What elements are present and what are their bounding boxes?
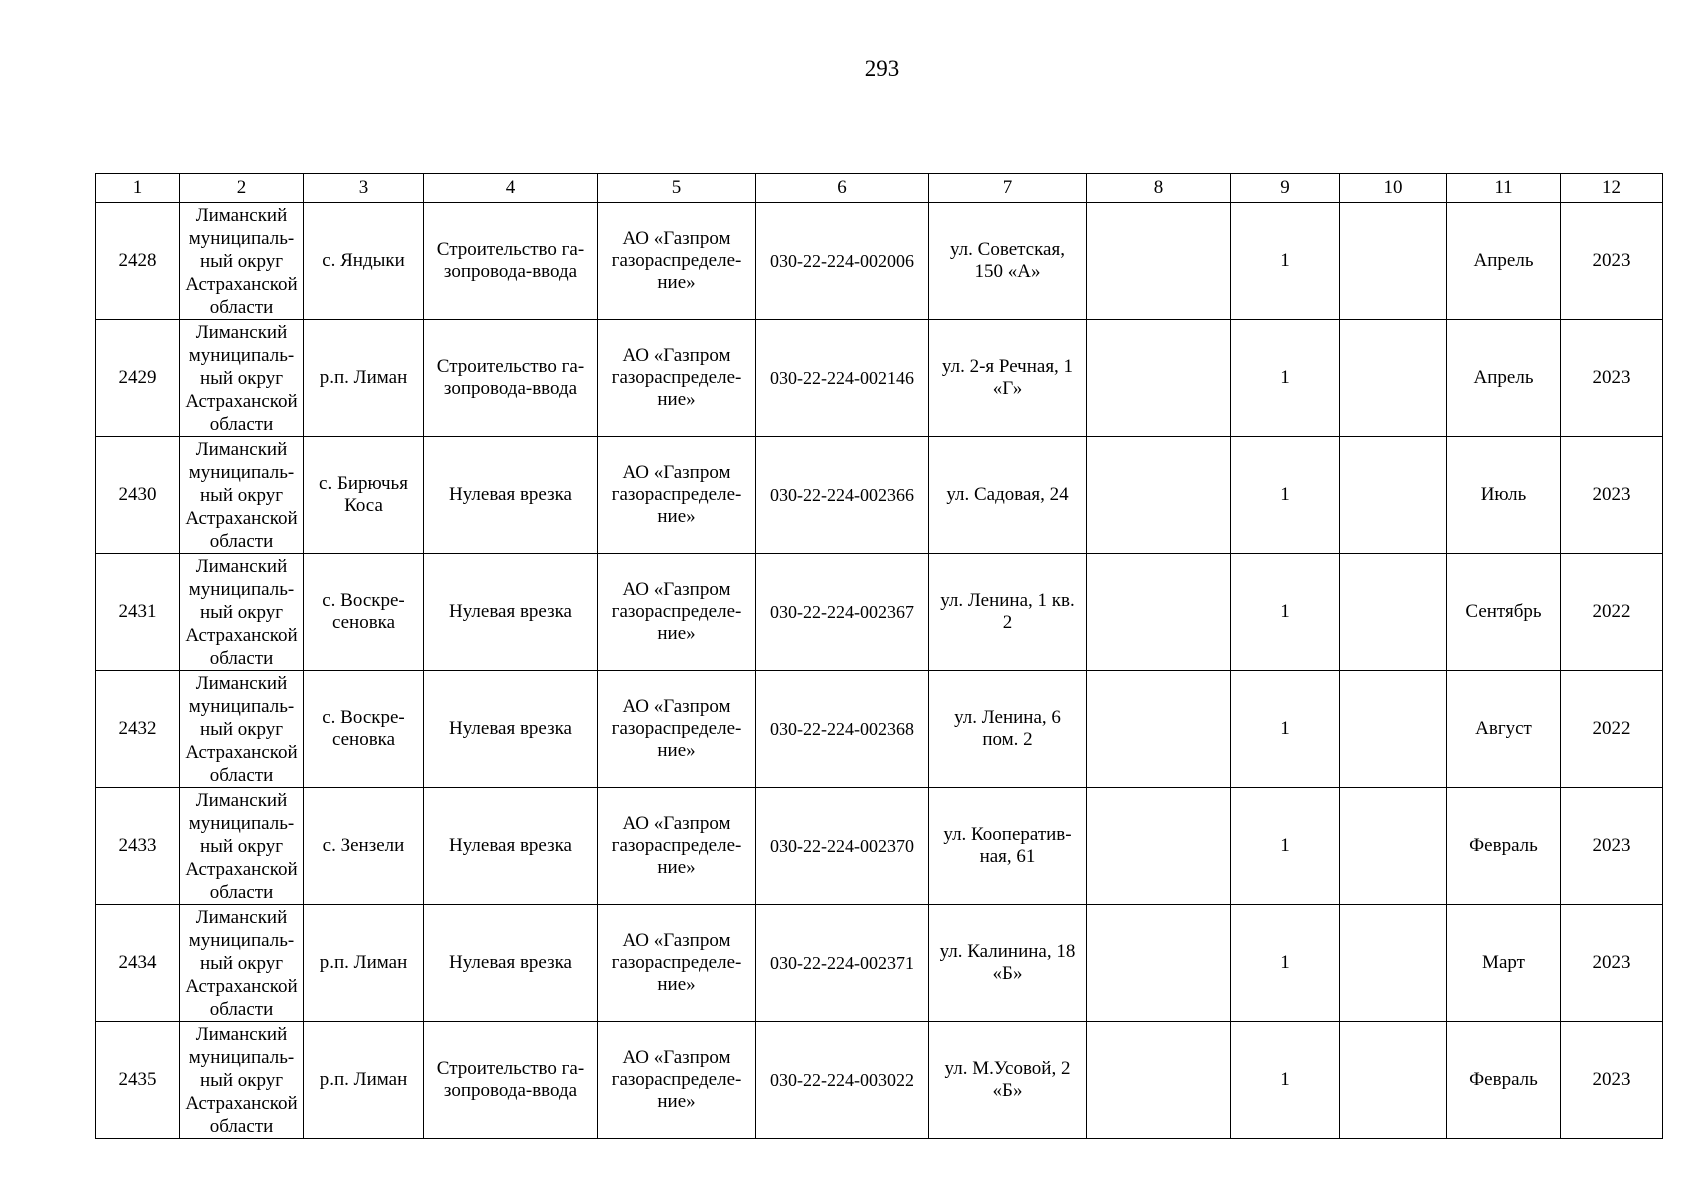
cell-municipality	[180, 203, 304, 320]
cell-line: р.п. Лиман	[319, 1069, 408, 1090]
cell-municipality	[180, 905, 304, 1022]
cell-line: области	[209, 413, 274, 435]
cell-object-code: 030-22-224-002146	[756, 320, 929, 437]
cell-line: с. Бирючья	[319, 473, 408, 494]
cell-line: Астраханской	[185, 1092, 298, 1114]
cell-settlement	[304, 554, 424, 671]
cell-number: 2434	[96, 905, 180, 1022]
cell-line: газораспределе-	[611, 1069, 742, 1090]
cell-col10	[1340, 320, 1447, 437]
cell-count: 1	[1231, 320, 1340, 437]
cell-line: ние»	[657, 272, 696, 293]
cell-organization	[598, 437, 756, 554]
cell-line: ный округ	[199, 484, 284, 506]
header-cell: 11	[1447, 174, 1561, 203]
table-header	[96, 174, 1663, 203]
cell-line: АО «Газпром	[622, 1047, 731, 1068]
cell-line: области	[209, 296, 274, 318]
cell-col8	[1087, 905, 1231, 1022]
header-row	[96, 174, 1663, 203]
cell-line: ный округ	[199, 601, 284, 623]
cell-number: 2430	[96, 437, 180, 554]
cell-month: Март	[1447, 905, 1561, 1022]
cell-line: газораспределе-	[611, 484, 742, 505]
cell-col10	[1340, 1022, 1447, 1139]
header-cell: 1	[96, 174, 180, 203]
cell-object-code: 030-22-224-002006	[756, 203, 929, 320]
cell-settlement	[304, 788, 424, 905]
page-number: 293	[864, 56, 900, 81]
header-cell: 6	[756, 174, 929, 203]
cell-count: 1	[1231, 554, 1340, 671]
cell-line: ный округ	[199, 835, 284, 857]
cell-line: ние»	[657, 857, 696, 878]
cell-line: Строительство га-	[436, 1058, 585, 1079]
cell-municipality	[180, 554, 304, 671]
cell-settlement	[304, 671, 424, 788]
cell-line: муниципаль-	[188, 344, 295, 366]
header-cell: 10	[1340, 174, 1447, 203]
cell-line: р.п. Лиман	[319, 952, 408, 973]
header-cell: 8	[1087, 174, 1231, 203]
cell-work-type	[424, 905, 598, 1022]
cell-count: 1	[1231, 203, 1340, 320]
cell-line: газораспределе-	[611, 367, 742, 388]
cell-col8	[1087, 320, 1231, 437]
cell-year: 2023	[1561, 437, 1663, 554]
cell-line: области	[209, 530, 274, 552]
cell-line: Строительство га-	[436, 239, 585, 260]
cell-line: сеновка	[331, 729, 396, 750]
cell-line: «Г»	[992, 378, 1023, 399]
cell-line: Астраханской	[185, 273, 298, 295]
cell-line: Нулевая врезка	[449, 718, 572, 739]
table-row	[96, 320, 1663, 437]
cell-line: Астраханской	[185, 507, 298, 529]
cell-organization	[598, 905, 756, 1022]
cell-line: ул. Кооператив-	[943, 824, 1072, 845]
cell-col8	[1087, 788, 1231, 905]
table-row	[96, 437, 1663, 554]
cell-line: Лиманский	[195, 906, 288, 928]
cell-settlement	[304, 905, 424, 1022]
cell-line: области	[209, 881, 274, 903]
cell-line: Астраханской	[185, 858, 298, 880]
cell-number: 2429	[96, 320, 180, 437]
cell-col10	[1340, 437, 1447, 554]
cell-line: с. Яндыки	[322, 250, 405, 271]
cell-month: Февраль	[1447, 1022, 1561, 1139]
cell-count: 1	[1231, 788, 1340, 905]
table-body	[96, 203, 1663, 1139]
header-cell: 2	[180, 174, 304, 203]
cell-line: АО «Газпром	[622, 930, 731, 951]
cell-municipality	[180, 788, 304, 905]
cell-number: 2431	[96, 554, 180, 671]
cell-line: с. Воскре-	[322, 707, 405, 728]
cell-line: ул. 2-я Речная, 1	[941, 356, 1074, 377]
cell-month: Сентябрь	[1447, 554, 1561, 671]
cell-month: Июль	[1447, 437, 1561, 554]
cell-work-type	[424, 554, 598, 671]
cell-municipality	[180, 437, 304, 554]
cell-month: Апрель	[1447, 320, 1561, 437]
cell-line: газораспределе-	[611, 250, 742, 271]
cell-number: 2428	[96, 203, 180, 320]
cell-year: 2023	[1561, 203, 1663, 320]
cell-organization	[598, 554, 756, 671]
cell-line: пом. 2	[982, 729, 1033, 750]
cell-count: 1	[1231, 671, 1340, 788]
cell-work-type	[424, 1022, 598, 1139]
table-row	[96, 203, 1663, 320]
cell-line: «Б»	[992, 963, 1023, 984]
cell-work-type	[424, 437, 598, 554]
cell-line: ул. Советская,	[950, 239, 1065, 260]
cell-line: муниципаль-	[188, 929, 295, 951]
cell-line: Лиманский	[195, 555, 288, 577]
cell-year: 2023	[1561, 1022, 1663, 1139]
cell-work-type	[424, 788, 598, 905]
cell-line: 2	[1002, 612, 1013, 633]
cell-settlement	[304, 437, 424, 554]
cell-col10	[1340, 203, 1447, 320]
cell-line: АО «Газпром	[622, 228, 731, 249]
cell-object-code: 030-22-224-002366	[756, 437, 929, 554]
cell-line: Астраханской	[185, 390, 298, 412]
cell-line: Лиманский	[195, 1023, 288, 1045]
cell-number: 2433	[96, 788, 180, 905]
cell-address	[929, 554, 1087, 671]
header-cell: 5	[598, 174, 756, 203]
cell-address	[929, 437, 1087, 554]
cell-line: ная, 61	[979, 846, 1036, 867]
cell-col10	[1340, 554, 1447, 671]
cell-year: 2023	[1561, 905, 1663, 1022]
cell-line: газораспределе-	[611, 952, 742, 973]
cell-line: АО «Газпром	[622, 462, 731, 483]
cell-line: зопровода-ввода	[443, 261, 578, 282]
cell-municipality	[180, 671, 304, 788]
cell-year: 2023	[1561, 788, 1663, 905]
cell-line: Нулевая врезка	[449, 952, 572, 973]
cell-line: «Б»	[992, 1080, 1023, 1101]
cell-col10	[1340, 788, 1447, 905]
cell-count: 1	[1231, 437, 1340, 554]
cell-object-code: 030-22-224-002367	[756, 554, 929, 671]
cell-line: Лиманский	[195, 321, 288, 343]
cell-address	[929, 788, 1087, 905]
header-cell: 7	[929, 174, 1087, 203]
cell-organization	[598, 671, 756, 788]
cell-line: ние»	[657, 1091, 696, 1112]
cell-address	[929, 905, 1087, 1022]
cell-line: Лиманский	[195, 204, 288, 226]
cell-line: 150 «А»	[974, 261, 1041, 282]
cell-line: ние»	[657, 623, 696, 644]
cell-address	[929, 320, 1087, 437]
cell-line: ние»	[657, 389, 696, 410]
cell-line: Нулевая врезка	[449, 835, 572, 856]
cell-object-code: 030-22-224-002371	[756, 905, 929, 1022]
table-row	[96, 1022, 1663, 1139]
cell-line: с. Воскре-	[322, 590, 405, 611]
cell-municipality	[180, 320, 304, 437]
cell-object-code: 030-22-224-003022	[756, 1022, 929, 1139]
cell-line: Коса	[344, 495, 383, 516]
header-cell: 3	[304, 174, 424, 203]
table-row	[96, 788, 1663, 905]
data-table	[95, 173, 1663, 1139]
cell-work-type	[424, 203, 598, 320]
cell-col10	[1340, 671, 1447, 788]
cell-object-code: 030-22-224-002370	[756, 788, 929, 905]
cell-line: области	[209, 764, 274, 786]
header-cell: 9	[1231, 174, 1340, 203]
cell-col8	[1087, 1022, 1231, 1139]
cell-object-code: 030-22-224-002368	[756, 671, 929, 788]
cell-line: ние»	[657, 974, 696, 995]
cell-line: муниципаль-	[188, 578, 295, 600]
cell-line: ние»	[657, 506, 696, 527]
cell-year: 2023	[1561, 320, 1663, 437]
cell-line: Лиманский	[195, 672, 288, 694]
cell-month: Август	[1447, 671, 1561, 788]
table-row	[96, 554, 1663, 671]
cell-organization	[598, 1022, 756, 1139]
cell-col8	[1087, 437, 1231, 554]
cell-count: 1	[1231, 1022, 1340, 1139]
cell-municipality	[180, 1022, 304, 1139]
cell-line: Астраханской	[185, 975, 298, 997]
cell-line: сеновка	[331, 612, 396, 633]
cell-col10	[1340, 905, 1447, 1022]
cell-address	[929, 1022, 1087, 1139]
cell-line: Нулевая врезка	[449, 484, 572, 505]
cell-line: ул. Садовая, 24	[946, 484, 1069, 505]
cell-line: Лиманский	[195, 789, 288, 811]
cell-line: газораспределе-	[611, 601, 742, 622]
cell-line: АО «Газпром	[622, 696, 731, 717]
cell-line: зопровода-ввода	[443, 378, 578, 399]
header-cell: 4	[424, 174, 598, 203]
cell-line: муниципаль-	[188, 1046, 295, 1068]
cell-work-type	[424, 320, 598, 437]
cell-line: АО «Газпром	[622, 345, 731, 366]
cell-number: 2432	[96, 671, 180, 788]
cell-line: Астраханской	[185, 741, 298, 763]
cell-year: 2022	[1561, 671, 1663, 788]
cell-count: 1	[1231, 905, 1340, 1022]
cell-col8	[1087, 203, 1231, 320]
cell-line: Лиманский	[195, 438, 288, 460]
cell-line: ный округ	[199, 718, 284, 740]
cell-line: ный округ	[199, 952, 284, 974]
cell-line: ный округ	[199, 250, 284, 272]
cell-line: Нулевая врезка	[449, 601, 572, 622]
cell-line: ный округ	[199, 1069, 284, 1091]
header-cell: 12	[1561, 174, 1663, 203]
cell-line: области	[209, 647, 274, 669]
cell-line: ул. М.Усовой, 2	[944, 1058, 1071, 1079]
cell-col8	[1087, 554, 1231, 671]
table-row	[96, 905, 1663, 1022]
cell-organization	[598, 320, 756, 437]
cell-organization	[598, 788, 756, 905]
cell-line: муниципаль-	[188, 227, 295, 249]
cell-line: Строительство га-	[436, 356, 585, 377]
cell-work-type	[424, 671, 598, 788]
cell-line: р.п. Лиман	[319, 367, 408, 388]
cell-line: АО «Газпром	[622, 579, 731, 600]
cell-line: Астраханской	[185, 624, 298, 646]
cell-line: ул. Ленина, 1 кв.	[940, 590, 1075, 611]
cell-line: области	[209, 1115, 274, 1137]
cell-month: Апрель	[1447, 203, 1561, 320]
cell-settlement	[304, 320, 424, 437]
cell-settlement	[304, 203, 424, 320]
cell-settlement	[304, 1022, 424, 1139]
cell-address	[929, 671, 1087, 788]
cell-line: газораспределе-	[611, 718, 742, 739]
cell-line: муниципаль-	[188, 812, 295, 834]
cell-year: 2022	[1561, 554, 1663, 671]
cell-line: газораспределе-	[611, 835, 742, 856]
cell-line: ул. Калинина, 18	[939, 941, 1076, 962]
cell-line: ние»	[657, 740, 696, 761]
cell-organization	[598, 203, 756, 320]
cell-col8	[1087, 671, 1231, 788]
cell-line: ул. Ленина, 6	[954, 707, 1061, 728]
cell-line: области	[209, 998, 274, 1020]
cell-line: с. Зензели	[322, 835, 405, 856]
cell-month: Февраль	[1447, 788, 1561, 905]
cell-line: муниципаль-	[188, 695, 295, 717]
table-row	[96, 671, 1663, 788]
cell-line: муниципаль-	[188, 461, 295, 483]
cell-line: зопровода-ввода	[443, 1080, 578, 1101]
cell-line: АО «Газпром	[622, 813, 731, 834]
cell-line: ный округ	[199, 367, 284, 389]
cell-address	[929, 203, 1087, 320]
cell-number: 2435	[96, 1022, 180, 1139]
